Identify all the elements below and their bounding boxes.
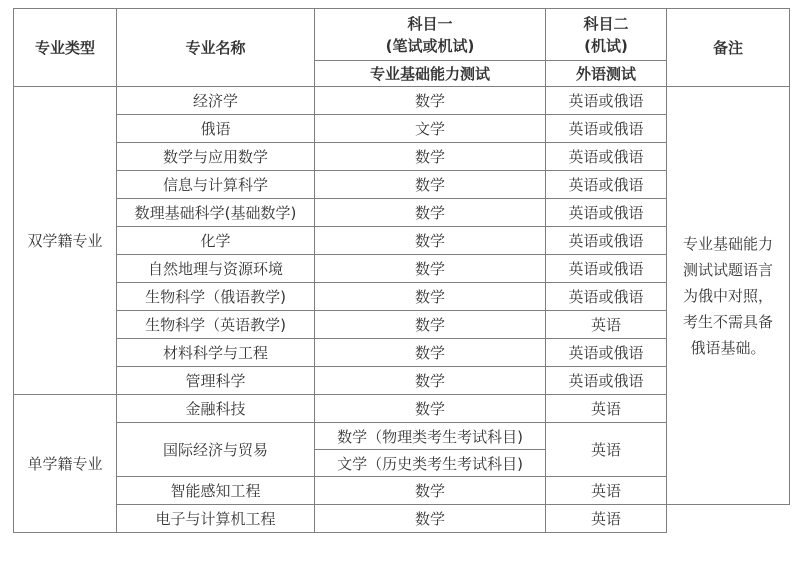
header-subject1	[315, 9, 546, 61]
subject2-cell: 英语	[546, 477, 667, 505]
header-major-type: 专业类型	[14, 9, 117, 87]
group-single-label: 单学籍专业	[14, 395, 117, 533]
subject2-cell: 英语或俄语	[546, 171, 667, 199]
major-name: 管理科学	[117, 367, 315, 395]
subject1-cell: 数学	[315, 505, 546, 533]
major-name: 国际经济与贸易	[117, 423, 315, 477]
subject1-cell: 数学	[315, 367, 546, 395]
header-subject2-mode: (机试)	[584, 36, 628, 55]
subject2-cell: 英语或俄语	[546, 339, 667, 367]
header-major-name: 专业名称	[117, 9, 315, 87]
subject2-cell: 英语	[546, 423, 667, 477]
major-name: 自然地理与资源环境	[117, 255, 315, 283]
header-subject1-title: 科目一	[407, 14, 453, 33]
note-line: 为俄中对照，	[682, 286, 773, 305]
note-line: 测试试题语言	[682, 260, 773, 279]
table-row	[14, 87, 790, 115]
subject2-cell: 英语或俄语	[546, 367, 667, 395]
major-name: 俄语	[117, 115, 315, 143]
subject1-cell: 文学（历史类考生考试科目)	[315, 450, 546, 477]
header-subject1-mode: (笔试或机试)	[385, 36, 475, 55]
subject2-cell: 英语或俄语	[546, 115, 667, 143]
major-name: 智能感知工程	[117, 477, 315, 505]
subject1-cell: 数学	[315, 311, 546, 339]
group-double-label: 双学籍专业	[14, 87, 117, 395]
subject1-cell: 数学	[315, 171, 546, 199]
note-line: 专业基础能力	[682, 234, 773, 253]
major-name: 数学与应用数学	[117, 143, 315, 171]
subject2-cell: 英语	[546, 311, 667, 339]
subject2-cell: 英语或俄语	[546, 143, 667, 171]
major-name: 材料科学与工程	[117, 339, 315, 367]
major-name: 数理基础科学(基础数学)	[117, 199, 315, 227]
major-name: 电子与计算机工程	[117, 505, 315, 533]
major-name: 生物科学（俄语教学)	[117, 283, 315, 311]
note-line: 考生不需具备	[682, 312, 773, 331]
subject1-cell: 数学	[315, 339, 546, 367]
note-cell	[667, 87, 790, 505]
subject1-cell: 数学	[315, 477, 546, 505]
subject2-cell: 英语或俄语	[546, 227, 667, 255]
subject1-cell: 文学	[315, 115, 546, 143]
note-line: 俄语基础。	[690, 338, 766, 357]
subject1-cell: 数学	[315, 227, 546, 255]
major-name: 信息与计算科学	[117, 171, 315, 199]
subject1-cell: 数学（物理类考生考试科目)	[315, 423, 546, 450]
major-name: 金融科技	[117, 395, 315, 423]
major-name: 生物科学（英语教学)	[117, 311, 315, 339]
subject2-cell: 英语或俄语	[546, 255, 667, 283]
header-subject2-test: 外语测试	[546, 61, 667, 87]
table-row	[14, 505, 790, 533]
header-subject2	[546, 9, 667, 61]
major-name: 化学	[117, 227, 315, 255]
subject1-cell: 数学	[315, 87, 546, 115]
subject1-cell: 数学	[315, 395, 546, 423]
subject2-cell: 英语或俄语	[546, 283, 667, 311]
subject2-cell: 英语或俄语	[546, 199, 667, 227]
subject1-cell: 数学	[315, 199, 546, 227]
header-subject1-test: 专业基础能力测试	[315, 61, 546, 87]
major-name: 经济学	[117, 87, 315, 115]
header-subject2-title: 科目二	[583, 14, 629, 33]
header-note: 备注	[667, 9, 790, 87]
subject2-cell: 英语	[546, 395, 667, 423]
subject1-cell: 数学	[315, 255, 546, 283]
subject2-cell: 英语	[546, 505, 667, 533]
subject2-cell: 英语或俄语	[546, 87, 667, 115]
admissions-subject-table	[13, 8, 790, 533]
subject1-cell: 数学	[315, 283, 546, 311]
subject1-cell: 数学	[315, 143, 546, 171]
